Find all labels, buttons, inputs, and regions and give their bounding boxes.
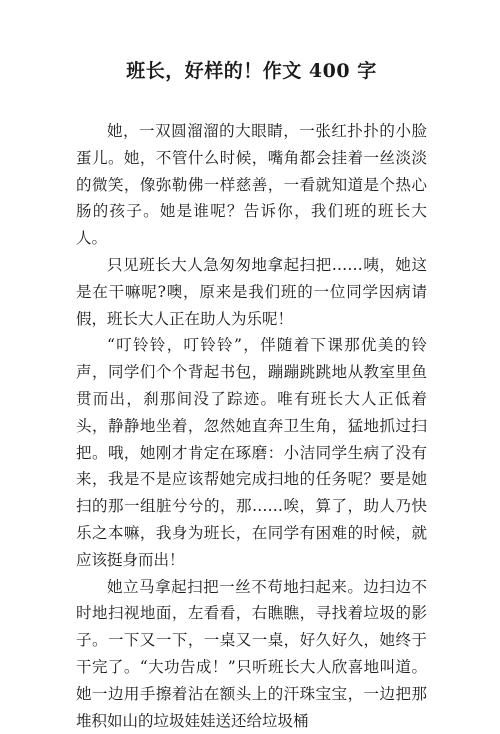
paragraph-4: 她立马拿起扫把一丝不苟地扫起来。边扫边不时地扫视地面，左看看，右瞧瞧，寻找着垃圾的影子。一下又一下，一桌又一桌，好久好久，她终于干完了。“大功告成！”只听班长大人欣喜地叫道。她一边用手擦着沾在额头上的汗珠宝宝，一边把那堆积如山的垃圾娃娃送还给垃圾桶 [76, 577, 427, 730]
paragraph-1: 她，一双圆溜溜的大眼睛，一张红扑扑的小脸蛋儿。她，不管什么时候，嘴角都会挂着一丝淡淡的微笑，像弥勒佛一样慈善，一看就知道是个热心肠的孩子。她是谁呢？告诉你，我们班的班长大人。 [76, 122, 427, 248]
document-title: 班长，好样的！作文 400 字 [126, 60, 377, 82]
paragraph-2: 只见班长大人急匆匆地拿起扫把……咦，她这是在干嘛呢?噢，原来是我们班的一位同学因病请假，班长大人正在助人为乐呢！ [76, 255, 427, 328]
paragraph-3: “叮铃铃，叮铃铃”，伴随着下课那优美的铃声，同学们个个背起书包，蹦蹦跳跳地从教室里鱼贯而出，刹那间没了踪迹。唯有班长大人正低着头，静静地坐着，忽然她直奔卫生角，猛地抓过扫把。哦，她刚才肯定在琢磨：小洁同学生病了没有来，我是不是应该帮她完成扫地的任务呢？要是她扫的那一组脏兮兮的，那……唉，算了，助人乃快乐之本嘛，我身为班长，在同学有困难的时候，就应该挺身而出！ [76, 336, 427, 569]
